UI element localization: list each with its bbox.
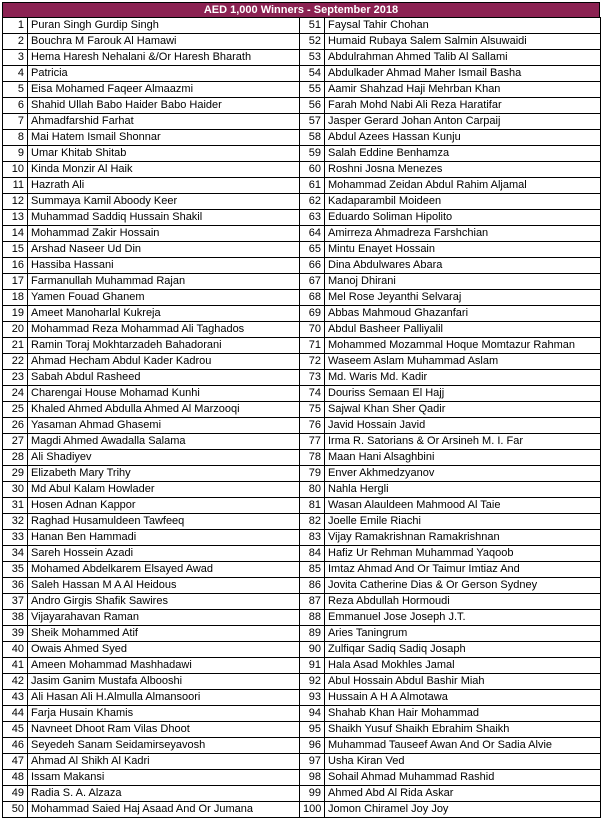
winner-name: Faysal Tahir Chohan	[325, 18, 601, 34]
winner-name: Douriss Semaan El Hajj	[325, 386, 601, 402]
table-row	[3, 786, 601, 802]
table-row	[3, 82, 601, 98]
winner-number: 85	[300, 562, 325, 578]
winner-name: Hanan Ben Hammadi	[28, 530, 300, 546]
winner-number: 62	[300, 194, 325, 210]
winner-number: 96	[300, 738, 325, 754]
table-row	[3, 738, 601, 754]
winner-number: 61	[300, 178, 325, 194]
winner-name: Hala Asad Mokhles Jamal	[325, 658, 601, 674]
winner-number: 41	[3, 658, 28, 674]
table-row	[3, 194, 601, 210]
winner-name: Aries Taningrum	[325, 626, 601, 642]
winner-number: 94	[300, 706, 325, 722]
winner-name: Farja Husain Khamis	[28, 706, 300, 722]
winner-name: Umar Khitab Shitab	[28, 146, 300, 162]
table-row	[3, 802, 601, 818]
table-row	[3, 66, 601, 82]
winner-number: 22	[3, 354, 28, 370]
winner-number: 54	[300, 66, 325, 82]
table-row	[3, 18, 601, 34]
winner-number: 17	[3, 274, 28, 290]
winner-name: Ahmadfarshid Farhat	[28, 114, 300, 130]
winners-sheet	[2, 2, 600, 818]
winner-number: 31	[3, 498, 28, 514]
winner-name: Bouchra M Farouk Al Hamawi	[28, 34, 300, 50]
winner-number: 87	[300, 594, 325, 610]
winner-name: Hazrath Ali	[28, 178, 300, 194]
winner-number: 2	[3, 34, 28, 50]
winner-number: 34	[3, 546, 28, 562]
winner-name: Navneet Dhoot Ram Vilas Dhoot	[28, 722, 300, 738]
winner-name: Yasaman Ahmad Ghasemi	[28, 418, 300, 434]
winner-name: Sheik Mohammed Atif	[28, 626, 300, 642]
winner-name: Mohammad Zakir Hossain	[28, 226, 300, 242]
winner-name: Humaid Rubaya Salem Salmin Alsuwaidi	[325, 34, 601, 50]
table-row	[3, 338, 601, 354]
table-row	[3, 354, 601, 370]
winner-name: Mohammed Mozammal Hoque Momtazur Rahman	[325, 338, 601, 354]
table-row	[3, 690, 601, 706]
winner-name: Maan Hani Alsaghbini	[325, 450, 601, 466]
winner-number: 52	[300, 34, 325, 50]
winner-name: Manoj Dhirani	[325, 274, 601, 290]
winners-table-body	[3, 18, 601, 818]
winner-number: 65	[300, 242, 325, 258]
table-row	[3, 642, 601, 658]
winner-name: Hafiz Ur Rehman Muhammad Yaqoob	[325, 546, 601, 562]
winner-number: 89	[300, 626, 325, 642]
winner-name: Magdi Ahmed Awadalla Salama	[28, 434, 300, 450]
winner-name: Mintu Enayet Hossain	[325, 242, 601, 258]
winner-number: 46	[3, 738, 28, 754]
table-row	[3, 498, 601, 514]
winner-number: 10	[3, 162, 28, 178]
winner-number: 67	[300, 274, 325, 290]
winner-name: Shaikh Yusuf Shaikh Ebrahim Shaikh	[325, 722, 601, 738]
winner-name: Muhammad Saddiq Hussain Shakil	[28, 210, 300, 226]
winner-number: 33	[3, 530, 28, 546]
winner-number: 91	[300, 658, 325, 674]
winner-name: Kadaparambil Moideen	[325, 194, 601, 210]
table-row	[3, 210, 601, 226]
winner-name: Jasim Ganim Mustafa Albooshi	[28, 674, 300, 690]
winner-number: 21	[3, 338, 28, 354]
winner-number: 16	[3, 258, 28, 274]
winner-number: 71	[300, 338, 325, 354]
winner-name: Raghad Husamuldeen Tawfeeq	[28, 514, 300, 530]
table-row	[3, 178, 601, 194]
winner-name: Abul Hossain Abdul Bashir Miah	[325, 674, 601, 690]
winner-number: 58	[300, 130, 325, 146]
winner-number: 55	[300, 82, 325, 98]
winner-number: 32	[3, 514, 28, 530]
winner-number: 47	[3, 754, 28, 770]
table-row	[3, 610, 601, 626]
winner-number: 92	[300, 674, 325, 690]
winner-name: Usha Kiran Ved	[325, 754, 601, 770]
winner-number: 69	[300, 306, 325, 322]
winner-number: 53	[300, 50, 325, 66]
winner-number: 30	[3, 482, 28, 498]
winner-name: Imtaz Ahmad And Or Taimur Imtiaz And	[325, 562, 601, 578]
winner-name: Ameet Manoharlal Kukreja	[28, 306, 300, 322]
winner-name: Summaya Kamil Aboody Keer	[28, 194, 300, 210]
winner-name: Abdulkader Ahmad Maher Ismail Basha	[325, 66, 601, 82]
winner-number: 73	[300, 370, 325, 386]
winner-name: Hema Haresh Nehalani &/Or Haresh Bharath	[28, 50, 300, 66]
winner-number: 50	[3, 802, 28, 818]
table-row	[3, 402, 601, 418]
winner-name: Farah Mohd Nabi Ali Reza Haratifar	[325, 98, 601, 114]
winner-name: Irma R. Satorians & Or Arsineh M. I. Far	[325, 434, 601, 450]
table-row	[3, 146, 601, 162]
winner-number: 99	[300, 786, 325, 802]
winner-name: Shahab Khan Hair Mohammad	[325, 706, 601, 722]
winner-name: Wasan Alauldeen Mahmood Al Taie	[325, 498, 601, 514]
winner-number: 82	[300, 514, 325, 530]
winner-number: 45	[3, 722, 28, 738]
winner-name: Eduardo Soliman Hipolito	[325, 210, 601, 226]
winner-number: 93	[300, 690, 325, 706]
winner-name: Mai Hatem Ismail Shonnar	[28, 130, 300, 146]
table-row	[3, 722, 601, 738]
table-row	[3, 242, 601, 258]
winner-name: Sabah Abdul Rasheed	[28, 370, 300, 386]
winner-number: 26	[3, 418, 28, 434]
winner-number: 64	[300, 226, 325, 242]
winner-number: 97	[300, 754, 325, 770]
table-row	[3, 626, 601, 642]
winner-name: Waseem Aslam Muhammad Aslam	[325, 354, 601, 370]
winner-name: Aamir Shahzad Haji Mehrban Khan	[325, 82, 601, 98]
winner-number: 12	[3, 194, 28, 210]
winner-name: Abdul Basheer Palliyalil	[325, 322, 601, 338]
winner-name: Ramin Toraj Mokhtarzadeh Bahadorani	[28, 338, 300, 354]
winner-number: 42	[3, 674, 28, 690]
winner-name: Sajwal Khan Sher Qadir	[325, 402, 601, 418]
winner-name: Abdulrahman Ahmed Talib Al Sallami	[325, 50, 601, 66]
winner-number: 77	[300, 434, 325, 450]
winner-name: Issam Makansi	[28, 770, 300, 786]
winner-name: Farmanullah Muhammad Rajan	[28, 274, 300, 290]
winner-name: Jomon Chiramel Joy Joy	[325, 802, 601, 818]
winner-number: 43	[3, 690, 28, 706]
winner-name: Md. Waris Md. Kadir	[325, 370, 601, 386]
winner-name: Jasper Gerard Johan Anton Carpaij	[325, 114, 601, 130]
winner-number: 9	[3, 146, 28, 162]
winner-number: 25	[3, 402, 28, 418]
winner-number: 78	[300, 450, 325, 466]
winner-name: Ali Shadiyev	[28, 450, 300, 466]
table-row	[3, 162, 601, 178]
winner-name: Hosen Adnan Kappor	[28, 498, 300, 514]
winner-name: Radia S. A. Alzaza	[28, 786, 300, 802]
table-row	[3, 306, 601, 322]
winner-name: Elizabeth Mary Trihy	[28, 466, 300, 482]
winner-name: Amirreza Ahmadreza Farshchian	[325, 226, 601, 242]
winner-name: Eisa Mohamed Faqeer Almaazmi	[28, 82, 300, 98]
winner-name: Mohammad Reza Mohammad Ali Taghados	[28, 322, 300, 338]
winner-number: 81	[300, 498, 325, 514]
winner-name: Salah Eddine Benhamza	[325, 146, 601, 162]
winner-name: Puran Singh Gurdip Singh	[28, 18, 300, 34]
winner-number: 19	[3, 306, 28, 322]
table-row	[3, 322, 601, 338]
winner-number: 84	[300, 546, 325, 562]
winner-name: Emmanuel Jose Joseph J.T.	[325, 610, 601, 626]
winner-number: 98	[300, 770, 325, 786]
table-row	[3, 370, 601, 386]
table-row	[3, 98, 601, 114]
winner-name: Roshni Josna Menezes	[325, 162, 601, 178]
winner-number: 75	[300, 402, 325, 418]
sheet-title: AED 1,000 Winners - September 2018	[2, 2, 600, 17]
winner-name: Muhammad Tauseef Awan And Or Sadia Alvie	[325, 738, 601, 754]
table-row	[3, 770, 601, 786]
table-row	[3, 578, 601, 594]
winner-number: 24	[3, 386, 28, 402]
winner-number: 86	[300, 578, 325, 594]
winner-number: 90	[300, 642, 325, 658]
table-row	[3, 482, 601, 498]
winner-name: Nahla Hergli	[325, 482, 601, 498]
winner-name: Md Abul Kalam Howlader	[28, 482, 300, 498]
winner-number: 74	[300, 386, 325, 402]
winner-name: Owais Ahmed Syed	[28, 642, 300, 658]
winner-number: 48	[3, 770, 28, 786]
winner-number: 37	[3, 594, 28, 610]
winner-name: Hussain A H A Almotawa	[325, 690, 601, 706]
winner-name: Mohammad Zeidan Abdul Rahim Aljamal	[325, 178, 601, 194]
table-row	[3, 226, 601, 242]
winner-number: 7	[3, 114, 28, 130]
winner-number: 23	[3, 370, 28, 386]
winner-name: Patricia	[28, 66, 300, 82]
table-row	[3, 130, 601, 146]
table-row	[3, 258, 601, 274]
winner-number: 88	[300, 610, 325, 626]
winner-number: 44	[3, 706, 28, 722]
winner-number: 57	[300, 114, 325, 130]
table-row	[3, 658, 601, 674]
table-row	[3, 514, 601, 530]
winner-name: Joelle Emile Riachi	[325, 514, 601, 530]
winner-name: Khaled Ahmed Abdulla Ahmed Al Marzooqi	[28, 402, 300, 418]
winner-name: Ali Hasan Ali H.Almulla Almansoori	[28, 690, 300, 706]
table-row	[3, 466, 601, 482]
winner-number: 38	[3, 610, 28, 626]
winner-name: Mel Rose Jeyanthi Selvaraj	[325, 290, 601, 306]
winner-number: 59	[300, 146, 325, 162]
winner-name: Jovita Catherine Dias & Or Gerson Sydney	[325, 578, 601, 594]
winner-number: 36	[3, 578, 28, 594]
winners-table	[2, 17, 601, 818]
winner-number: 68	[300, 290, 325, 306]
winner-number: 28	[3, 450, 28, 466]
winner-number: 8	[3, 130, 28, 146]
winner-number: 6	[3, 98, 28, 114]
table-row	[3, 754, 601, 770]
winner-number: 29	[3, 466, 28, 482]
winner-number: 79	[300, 466, 325, 482]
table-row	[3, 418, 601, 434]
table-row	[3, 594, 601, 610]
winner-name: Vijay Ramakrishnan Ramakrishnan	[325, 530, 601, 546]
winner-name: Sareh Hossein Azadi	[28, 546, 300, 562]
winner-name: Hassiba Hassani	[28, 258, 300, 274]
winner-number: 40	[3, 642, 28, 658]
winner-number: 14	[3, 226, 28, 242]
winner-number: 60	[300, 162, 325, 178]
winner-name: Ahmad Hecham Abdul Kader Kadrou	[28, 354, 300, 370]
table-row	[3, 434, 601, 450]
winner-name: Vijayarahavan Raman	[28, 610, 300, 626]
winner-number: 5	[3, 82, 28, 98]
winner-number: 95	[300, 722, 325, 738]
winner-name: Charengai House Mohamad Kunhi	[28, 386, 300, 402]
winner-name: Reza Abdullah Hormoudi	[325, 594, 601, 610]
table-row	[3, 562, 601, 578]
winner-name: Mohammad Saied Haj Asaad And Or Jumana	[28, 802, 300, 818]
winner-number: 1	[3, 18, 28, 34]
winner-name: Shahid Ullah Babo Haider Babo Haider	[28, 98, 300, 114]
winner-number: 51	[300, 18, 325, 34]
winner-number: 63	[300, 210, 325, 226]
winner-name: Ahmad Al Shikh Al Kadri	[28, 754, 300, 770]
winner-name: Mohamed Abdelkarem Elsayed Awad	[28, 562, 300, 578]
table-row	[3, 34, 601, 50]
table-row	[3, 530, 601, 546]
winner-name: Ahmed Abd Al Rida Askar	[325, 786, 601, 802]
winner-name: Arshad Naseer Ud Din	[28, 242, 300, 258]
table-row	[3, 290, 601, 306]
winner-name: Javid Hossain Javid	[325, 418, 601, 434]
winner-name: Enver Akhmedzyanov	[325, 466, 601, 482]
winner-number: 72	[300, 354, 325, 370]
table-row	[3, 546, 601, 562]
table-row	[3, 386, 601, 402]
winner-number: 20	[3, 322, 28, 338]
winner-name: Dina Abdulwares Abara	[325, 258, 601, 274]
winner-name: Seyedeh Sanam Seidamirseyavosh	[28, 738, 300, 754]
winner-number: 70	[300, 322, 325, 338]
winner-number: 83	[300, 530, 325, 546]
winner-number: 27	[3, 434, 28, 450]
winner-name: Abbas Mahmoud Ghazanfari	[325, 306, 601, 322]
table-row	[3, 450, 601, 466]
table-row	[3, 274, 601, 290]
winner-number: 4	[3, 66, 28, 82]
winner-name: Andro Girgis Shafik Sawires	[28, 594, 300, 610]
winner-number: 66	[300, 258, 325, 274]
winner-number: 49	[3, 786, 28, 802]
winner-name: Abdul Azees Hassan Kunju	[325, 130, 601, 146]
table-row	[3, 674, 601, 690]
winner-number: 18	[3, 290, 28, 306]
table-row	[3, 50, 601, 66]
winner-number: 56	[300, 98, 325, 114]
winner-number: 13	[3, 210, 28, 226]
winner-number: 76	[300, 418, 325, 434]
winner-name: Yamen Fouad Ghanem	[28, 290, 300, 306]
winner-name: Ameen Mohammad Mashhadawi	[28, 658, 300, 674]
winner-number: 80	[300, 482, 325, 498]
winner-number: 39	[3, 626, 28, 642]
winner-number: 100	[300, 802, 325, 818]
winner-number: 35	[3, 562, 28, 578]
winner-number: 15	[3, 242, 28, 258]
winner-name: Saleh Hassan M A Al Heidous	[28, 578, 300, 594]
winner-name: Kinda Monzir Al Haik	[28, 162, 300, 178]
table-row	[3, 706, 601, 722]
winner-number: 11	[3, 178, 28, 194]
winner-number: 3	[3, 50, 28, 66]
winner-name: Zulfiqar Sadiq Sadiq Josaph	[325, 642, 601, 658]
winner-name: Sohail Ahmad Muhammad Rashid	[325, 770, 601, 786]
table-row	[3, 114, 601, 130]
